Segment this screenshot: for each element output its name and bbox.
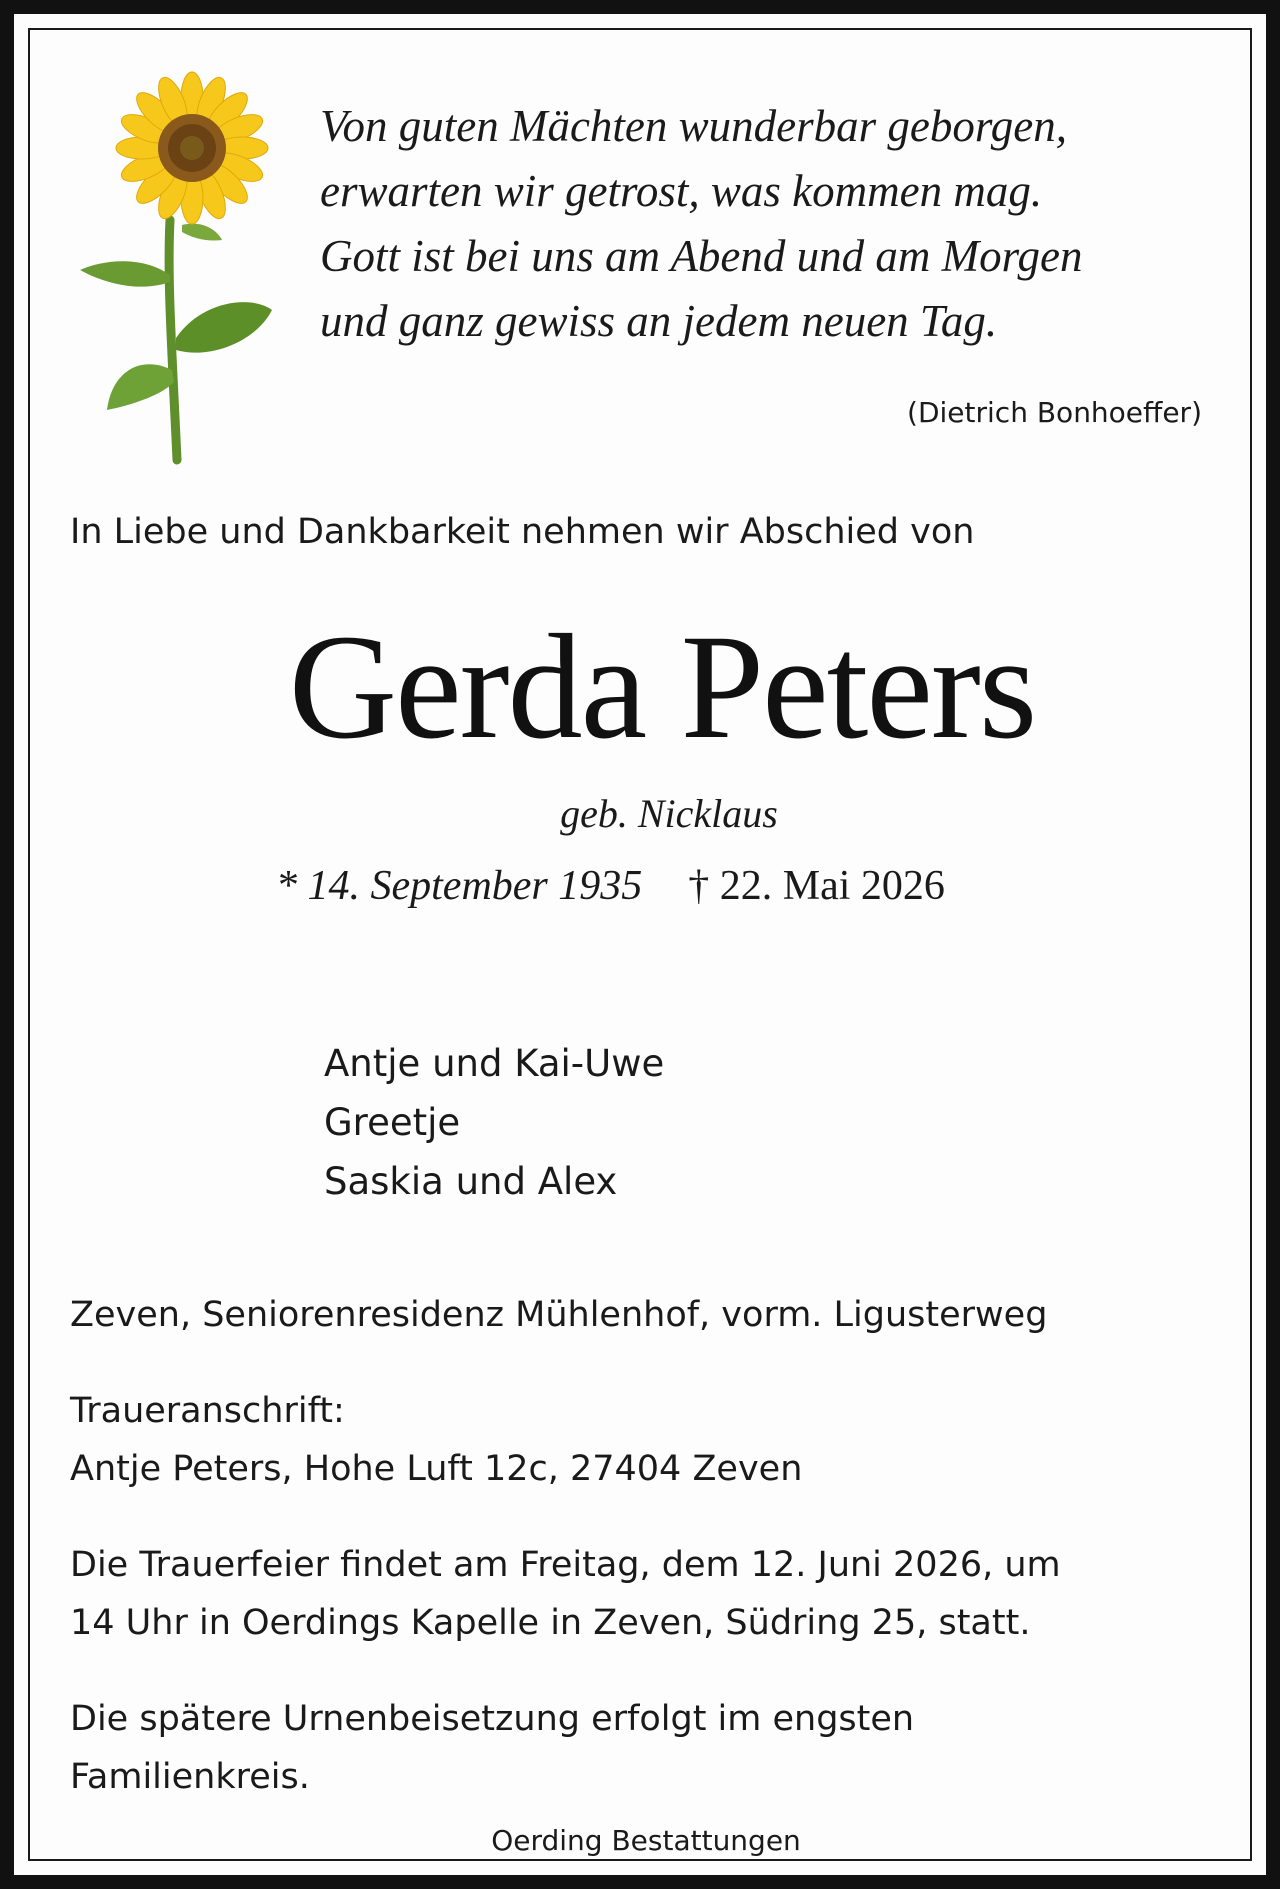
family-member: Saskia und Alex bbox=[324, 1160, 618, 1203]
address-label: Traueranschrift: bbox=[70, 1391, 345, 1431]
birth-name: geb. Nicklaus bbox=[560, 791, 778, 836]
life-dates bbox=[276, 862, 945, 910]
sunflower-icon bbox=[72, 70, 282, 470]
burial-line: Familienkreis. bbox=[70, 1757, 310, 1797]
poem-author: (Dietrich Bonhoeffer) bbox=[907, 396, 1202, 429]
obituary-notice bbox=[14, 14, 1266, 1875]
family-member: Greetje bbox=[324, 1101, 461, 1144]
funeral-home: Oerding Bestattungen bbox=[491, 1824, 801, 1857]
poem-line: Gott ist bei uns am Abend und am Morgen bbox=[320, 231, 1083, 281]
birth-date: * 14. September 1935 bbox=[276, 863, 643, 909]
address-value: Antje Peters, Hohe Luft 12c, 27404 Zeven bbox=[70, 1449, 803, 1489]
mourning-address bbox=[70, 1382, 802, 1498]
deceased-name: Gerda Peters bbox=[288, 604, 1036, 770]
location-text: Zeven, Seniorenresidenz Mühlenhof, vorm. Ligusterweg bbox=[70, 1295, 1048, 1335]
death-date: † 22. Mai 2026 bbox=[688, 863, 945, 909]
family-list bbox=[324, 1034, 664, 1211]
service-line: 14 Uhr in Oerdings Kapelle in Zeven, Südring 25, statt. bbox=[70, 1603, 1031, 1643]
intro-text: In Liebe und Dankbarkeit nehmen wir Abschied von bbox=[70, 512, 975, 552]
burial-line: Die spätere Urnenbeisetzung erfolgt im engsten bbox=[70, 1699, 915, 1739]
poem bbox=[320, 94, 1082, 354]
urn-burial bbox=[70, 1690, 914, 1806]
poem-line: und ganz gewiss an jedem neuen Tag. bbox=[320, 296, 998, 346]
poem-line: Von guten Mächten wunderbar geborgen, bbox=[320, 101, 1067, 151]
family-member: Antje und Kai-Uwe bbox=[324, 1042, 665, 1085]
poem-line: erwarten wir getrost, was kommen mag. bbox=[320, 166, 1043, 216]
service-line: Die Trauerfeier findet am Freitag, dem 12. Juni 2026, um bbox=[70, 1545, 1061, 1585]
funeral-service bbox=[70, 1536, 1061, 1652]
